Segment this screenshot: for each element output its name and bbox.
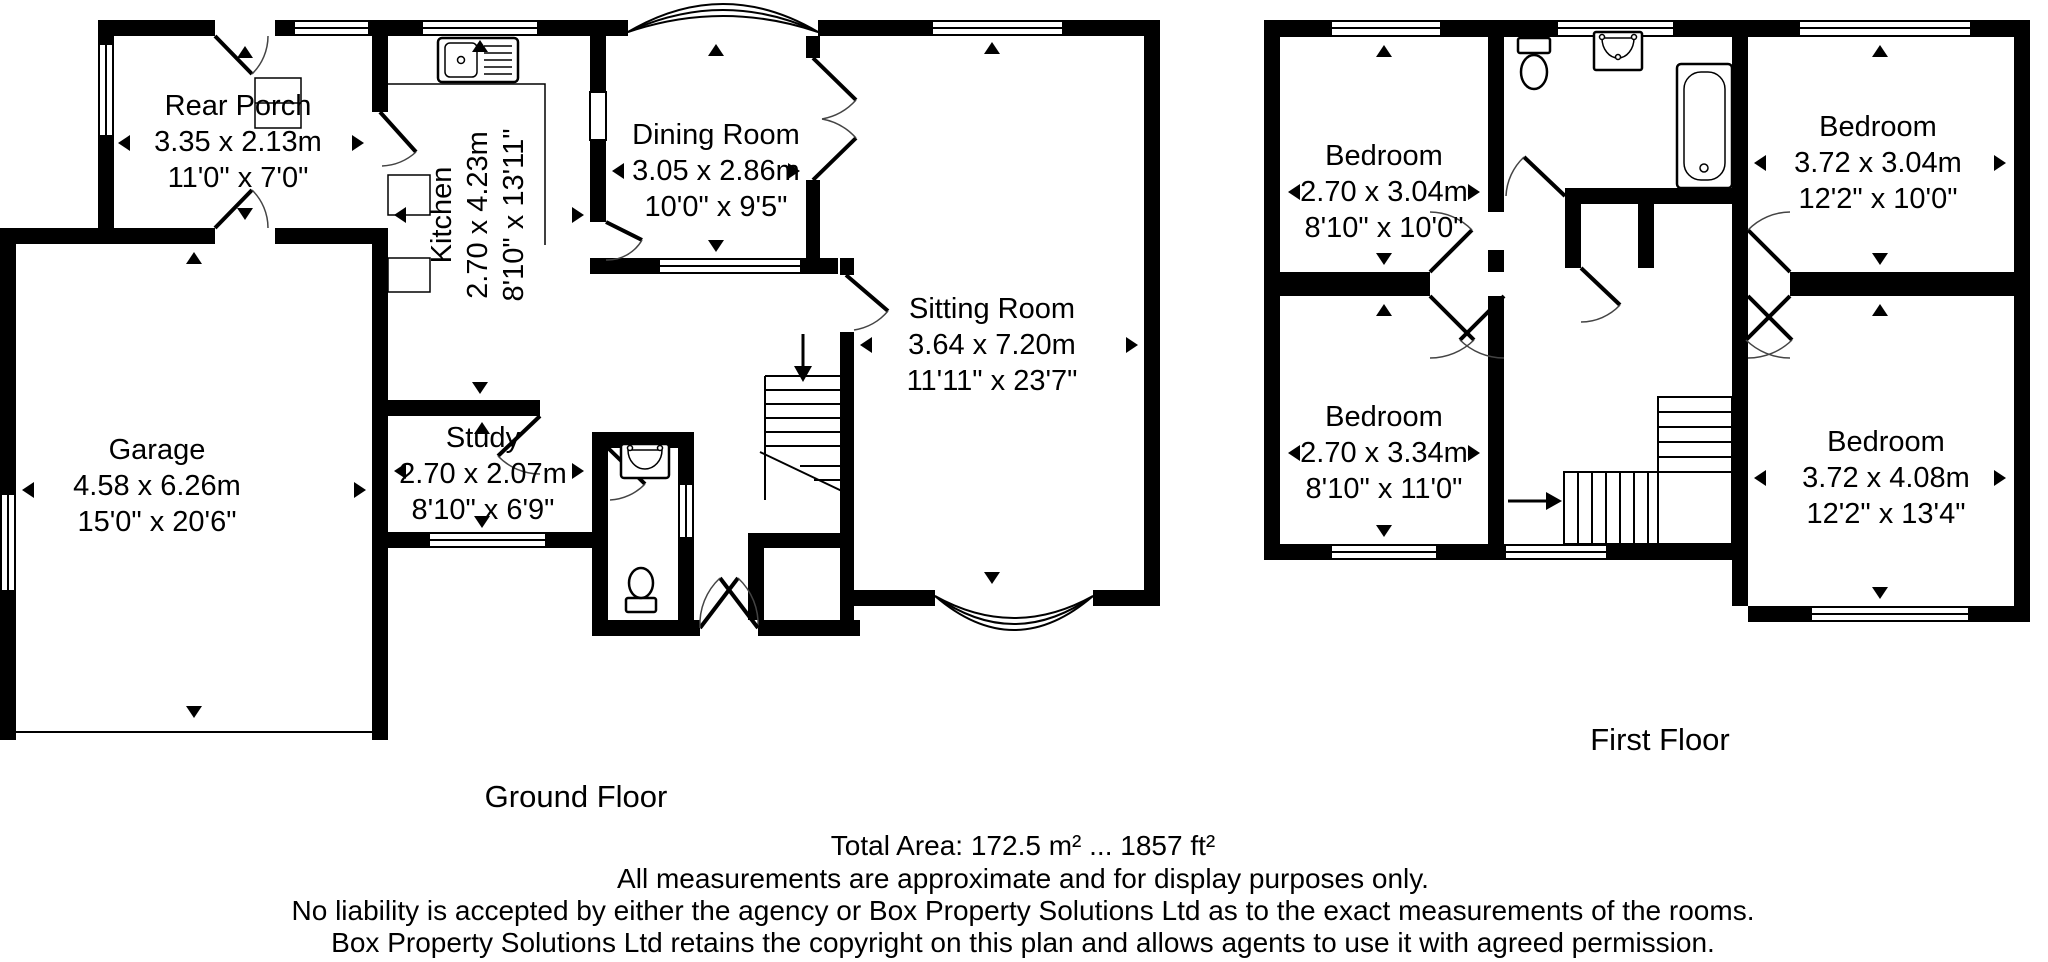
wc-basin xyxy=(621,444,669,478)
bathroom-toilet xyxy=(1518,38,1550,89)
footer-disclaimer-1: All measurements are approximate and for display purposes only. xyxy=(617,863,1429,894)
dining-bay-window xyxy=(628,4,818,32)
bedroom-bl-window xyxy=(1332,544,1436,560)
hall-sitting-door xyxy=(846,275,888,330)
room-label-sitting-room xyxy=(907,291,1078,399)
room-name: Bedroom xyxy=(1819,111,1937,143)
bedroom-tr-window xyxy=(1800,20,1970,37)
room-label-dining-room xyxy=(632,117,800,225)
landing-window xyxy=(1506,544,1606,560)
dining-bottom-window xyxy=(660,258,800,274)
room-label-bedroom-1 xyxy=(1300,138,1468,246)
kitchen-dining-door xyxy=(606,222,642,260)
room-imperial: 10'0" x 9'5" xyxy=(644,191,788,223)
wc-side-window xyxy=(678,485,694,537)
porch-kitchen-door xyxy=(380,112,416,166)
room-name: Bedroom xyxy=(1827,426,1945,458)
room-metric: 2.70 x 2.07m xyxy=(399,458,567,490)
stairs-ground xyxy=(760,334,844,500)
room-label-bedroom-3 xyxy=(1300,399,1468,507)
bedroom-br-window xyxy=(1812,606,1968,622)
room-metric: 3.72 x 4.08m xyxy=(1802,462,1970,494)
stairs-down-arrow xyxy=(794,334,812,382)
footer-disclaimer-2: No liability is accepted by either the agency or Box Property Solutions Ltd as to the exact measurements of the rooms. xyxy=(291,895,1755,926)
room-label-bedroom-4 xyxy=(1802,424,1970,532)
room-imperial: 11'0" x 7'0" xyxy=(167,162,309,194)
room-imperial: 15'0" x 20'6" xyxy=(77,506,237,538)
stairs-first xyxy=(1508,397,1732,544)
cupboard-door xyxy=(1581,268,1620,322)
room-name: Dining Room xyxy=(632,119,800,151)
room-metric: 2.70 x 3.04m xyxy=(1300,176,1468,208)
room-metric: 3.35 x 2.13m xyxy=(154,126,322,158)
room-label-garage xyxy=(73,432,241,540)
room-imperial: 11'11" x 23'7" xyxy=(906,365,1078,397)
room-imperial: 8'10" x 11'0" xyxy=(1305,473,1463,505)
ground-floor-caption: Ground Floor xyxy=(484,779,668,814)
bedroom-tl-window xyxy=(1332,20,1440,37)
footer-total-area: Total Area: 172.5 m² ... 1857 ft² xyxy=(830,830,1216,861)
room-name: Study xyxy=(445,422,521,454)
room-imperial: 8'10" x 10'0" xyxy=(1304,212,1464,244)
room-name: Kitchen xyxy=(426,166,458,264)
room-name: Bedroom xyxy=(1325,401,1443,433)
bedroom-tr-door xyxy=(1748,212,1790,272)
room-metric: 4.58 x 6.26m xyxy=(73,470,241,502)
room-metric: 3.64 x 7.20m xyxy=(908,329,1076,361)
room-name: Sitting Room xyxy=(908,293,1075,325)
dining-sitting-doors xyxy=(813,58,856,180)
room-imperial: 12'2" x 10'0" xyxy=(1798,183,1958,215)
room-label-bedroom-2 xyxy=(1794,109,1962,217)
study-bottom-window xyxy=(430,532,545,548)
room-imperial: 8'10" x 13'11" xyxy=(498,128,530,302)
room-metric: 2.70 x 4.23m xyxy=(462,131,494,299)
dining-hatch xyxy=(590,92,606,140)
room-name: Rear Porch xyxy=(164,90,312,122)
room-label-study xyxy=(399,420,567,528)
stairs-up-arrow xyxy=(1508,492,1562,510)
room-metric: 2.70 x 3.34m xyxy=(1300,437,1468,469)
room-label-rear-porch xyxy=(154,88,322,196)
porch-top-window xyxy=(295,20,368,36)
room-metric: 3.72 x 3.04m xyxy=(1794,147,1962,179)
wc-toilet xyxy=(626,568,656,612)
room-metric: 3.05 x 2.86m xyxy=(632,155,800,187)
first-floor-caption: First Floor xyxy=(1590,722,1730,757)
room-imperial: 8'10" x 6'9" xyxy=(411,494,555,526)
footer-copyright: Box Property Solutions Ltd retains the copyright on this plan and allows agents to use it with agreed permission. xyxy=(331,927,1715,958)
room-name: Garage xyxy=(108,434,206,466)
porch-left-window xyxy=(98,45,114,135)
room-name: Bedroom xyxy=(1325,140,1443,172)
bedroom-br-door xyxy=(1746,296,1792,358)
room-imperial: 12'2" x 13'4" xyxy=(1806,498,1966,530)
bathroom-bath xyxy=(1677,64,1732,188)
sitting-bow-window xyxy=(935,596,1093,630)
bathroom-basin xyxy=(1594,32,1642,70)
room-label-kitchen xyxy=(424,128,532,301)
kitchen-top-window xyxy=(423,20,537,36)
garage-left-window xyxy=(0,495,16,590)
sitting-top-window xyxy=(933,20,1062,36)
bathroom-door xyxy=(1506,157,1565,196)
